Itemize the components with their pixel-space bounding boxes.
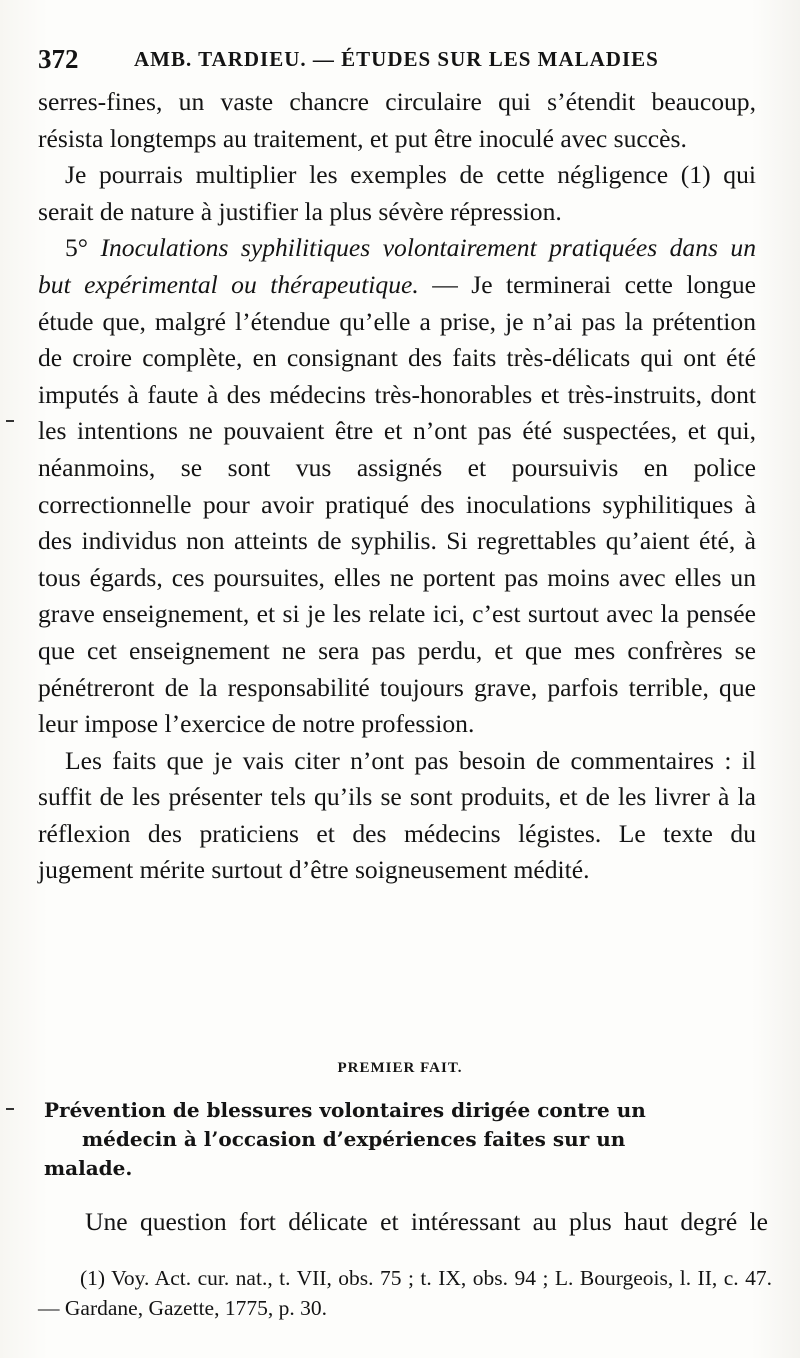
margin-mark [6, 1108, 14, 1110]
section-title-line-3: malade. [44, 1156, 133, 1180]
section-title-line-2: médecin à l’occasion d’expériences faites sur un [82, 1127, 626, 1151]
section-title [44, 1096, 768, 1183]
footnote [38, 1263, 772, 1323]
section-number: 5° [65, 233, 89, 263]
paragraph-continuation: serres-fines, un vaste chancre circulaire qui s’étendit beaucoup, résista longtemps au traitement, et put être inoculé avec succès. [38, 87, 756, 153]
section-title-line-1: Prévention de blessures volontaires dirigée contre un [44, 1098, 646, 1122]
page-header [38, 40, 768, 76]
margin-mark [6, 420, 14, 422]
page-number: 372 [38, 44, 79, 74]
footnote-text: (1) Voy. Act. cur. nat., t. VII, obs. 75 ; t. IX, obs. 94 ; L. Bourgeois, l. II, c. 47. — Gardane, Gazette, 1775, p. 30. [38, 1266, 772, 1320]
italic-section-heading: Inoculations syphilitiques volontairement pratiquées dans un but expérimental ou thérapeutique. [38, 233, 756, 299]
section-label: PREMIER FAIT. [337, 1060, 463, 1076]
running-head: AMB. TARDIEU. — ÉTUDES SUR LES MALADIES [134, 47, 659, 71]
paragraph-negligence: Je pourrais multiplier les exemples de cette négligence (1) qui serait de nature à justifier la plus sévère répression. [38, 160, 756, 226]
paragraph-inoculations [38, 230, 756, 742]
paragraph-inoculations-text: — Je terminerai cette longue étude que, malgré l’étendue qu’elle a prise, je n’ai pas la prétention de croire complète, en consignant des faits très-délicats qui ont été imputés à faute à des médecins très-honorables et très-instruits, dont les intentions ne pouvaient être et n’ont pas été suspectées, et qui, néanmoins, se sont vus assignés et poursuivis en police correctionnelle pour avoir pratiqué des inoculations syphilitiques à des individus non atteints de syphilis. Si regrettables qu’aient été, à tous égards, ces poursuites, elles ne portent pas moins avec elles un grave enseignement, et si je les relate ici, c’est surtout avec la pensée que cet enseignement ne sera pas perdu, et que mes confrères se pénétreront de la responsabilité toujours grave, parfois terrible, que leur impose l’exercice de notre profession. [38, 269, 757, 739]
paragraph-faits: Les faits que je vais citer n’ont pas besoin de commentaires : il suffit de les présenter tels qu’ils se sont produits, et de les livrer à la réflexion des praticiens et des médecins légistes. Le texte du jugement mérite surtout d’être soigneusement médité. [38, 745, 756, 885]
body-text [38, 84, 756, 889]
paragraph-question: Une question fort délicate et intéressant au plus haut degré le [85, 1207, 768, 1236]
